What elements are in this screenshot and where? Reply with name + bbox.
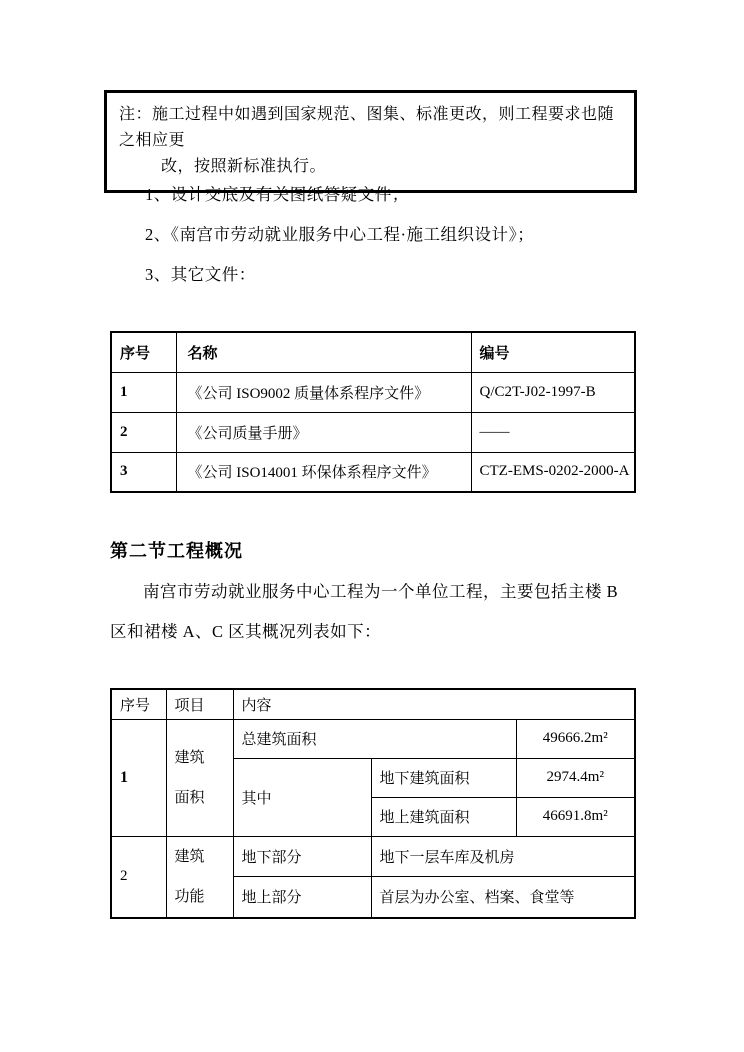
row-no: 3 [111, 452, 176, 492]
underground-part-label: 地下部分 [233, 836, 371, 877]
underground-area-value: 2974.4m² [516, 758, 635, 797]
group2-item-line2: 功能 [174, 888, 205, 905]
group1-no: 1 [111, 719, 166, 836]
group1-item [166, 719, 233, 836]
total-area-label: 总建筑面积 [233, 719, 516, 758]
documents-table-header-row [111, 332, 635, 372]
group2-item [166, 836, 233, 918]
among-label: 其中 [233, 758, 371, 836]
row-code: Q/C2T-J02-1997-B [471, 372, 635, 412]
row-code: CTZ-EMS-0202-2000-A [471, 452, 635, 492]
underground-part-value: 地下一层车库及机房 [371, 836, 635, 877]
list-item-1: 1、设计交底及有关图纸答疑文件； [145, 185, 409, 204]
header-no: 序号 [111, 332, 176, 372]
aboveground-part-label: 地上部分 [233, 877, 371, 918]
aboveground-area-label: 地上建筑面积 [371, 797, 516, 836]
header-code: 编号 [471, 332, 635, 372]
aboveground-area-value: 46691.8m² [516, 797, 635, 836]
header-content: 内容 [233, 689, 635, 719]
table-row [111, 372, 635, 412]
table-row [111, 836, 635, 877]
group1-item-line2: 面积 [174, 789, 205, 806]
table-row [111, 719, 635, 758]
header-no: 序号 [111, 689, 166, 719]
table-row [111, 452, 635, 492]
table-row [111, 412, 635, 452]
row-name: 《公司 ISO9002 质量体系程序文件》 [176, 372, 471, 412]
list-item-3: 3、其它文件： [145, 265, 256, 284]
header-item: 项目 [166, 689, 233, 719]
row-name: 《公司 ISO14001 环保体系程序文件》 [176, 452, 471, 492]
group2-no: 2 [111, 836, 166, 918]
section-title: 第二节工程概况 [110, 541, 243, 561]
aboveground-part-value: 首层为办公室、档案、食堂等 [371, 877, 635, 918]
paragraph-line-1: 南宫市劳动就业服务中心工程为一个单位工程，主要包括主楼 B [143, 582, 619, 601]
overview-header-row [111, 689, 635, 719]
note-box [104, 90, 637, 193]
group1-item-line1: 建筑 [174, 749, 205, 766]
documents-table [110, 331, 636, 493]
row-code: —— [471, 412, 635, 452]
row-no: 2 [111, 412, 176, 452]
total-area-value: 49666.2m² [516, 719, 635, 758]
underground-area-label: 地下建筑面积 [371, 758, 516, 797]
row-no: 1 [111, 372, 176, 412]
note-line-1: 注：施工过程中如遇到国家规范、图集、标准更改，则工程要求也随之相应更 [119, 106, 615, 149]
paragraph-line-2: 区和裙楼 A、C 区其概况列表如下： [110, 622, 382, 641]
group2-item-line1: 建筑 [174, 848, 205, 865]
note-line-2: 改，按照新标准执行。 [161, 158, 327, 175]
row-name: 《公司质量手册》 [176, 412, 471, 452]
overview-table [110, 688, 636, 919]
header-name: 名称 [176, 332, 471, 372]
list-item-2: 2、《南宫市劳动就业服务中心工程·施工组织设计》； [145, 225, 535, 244]
